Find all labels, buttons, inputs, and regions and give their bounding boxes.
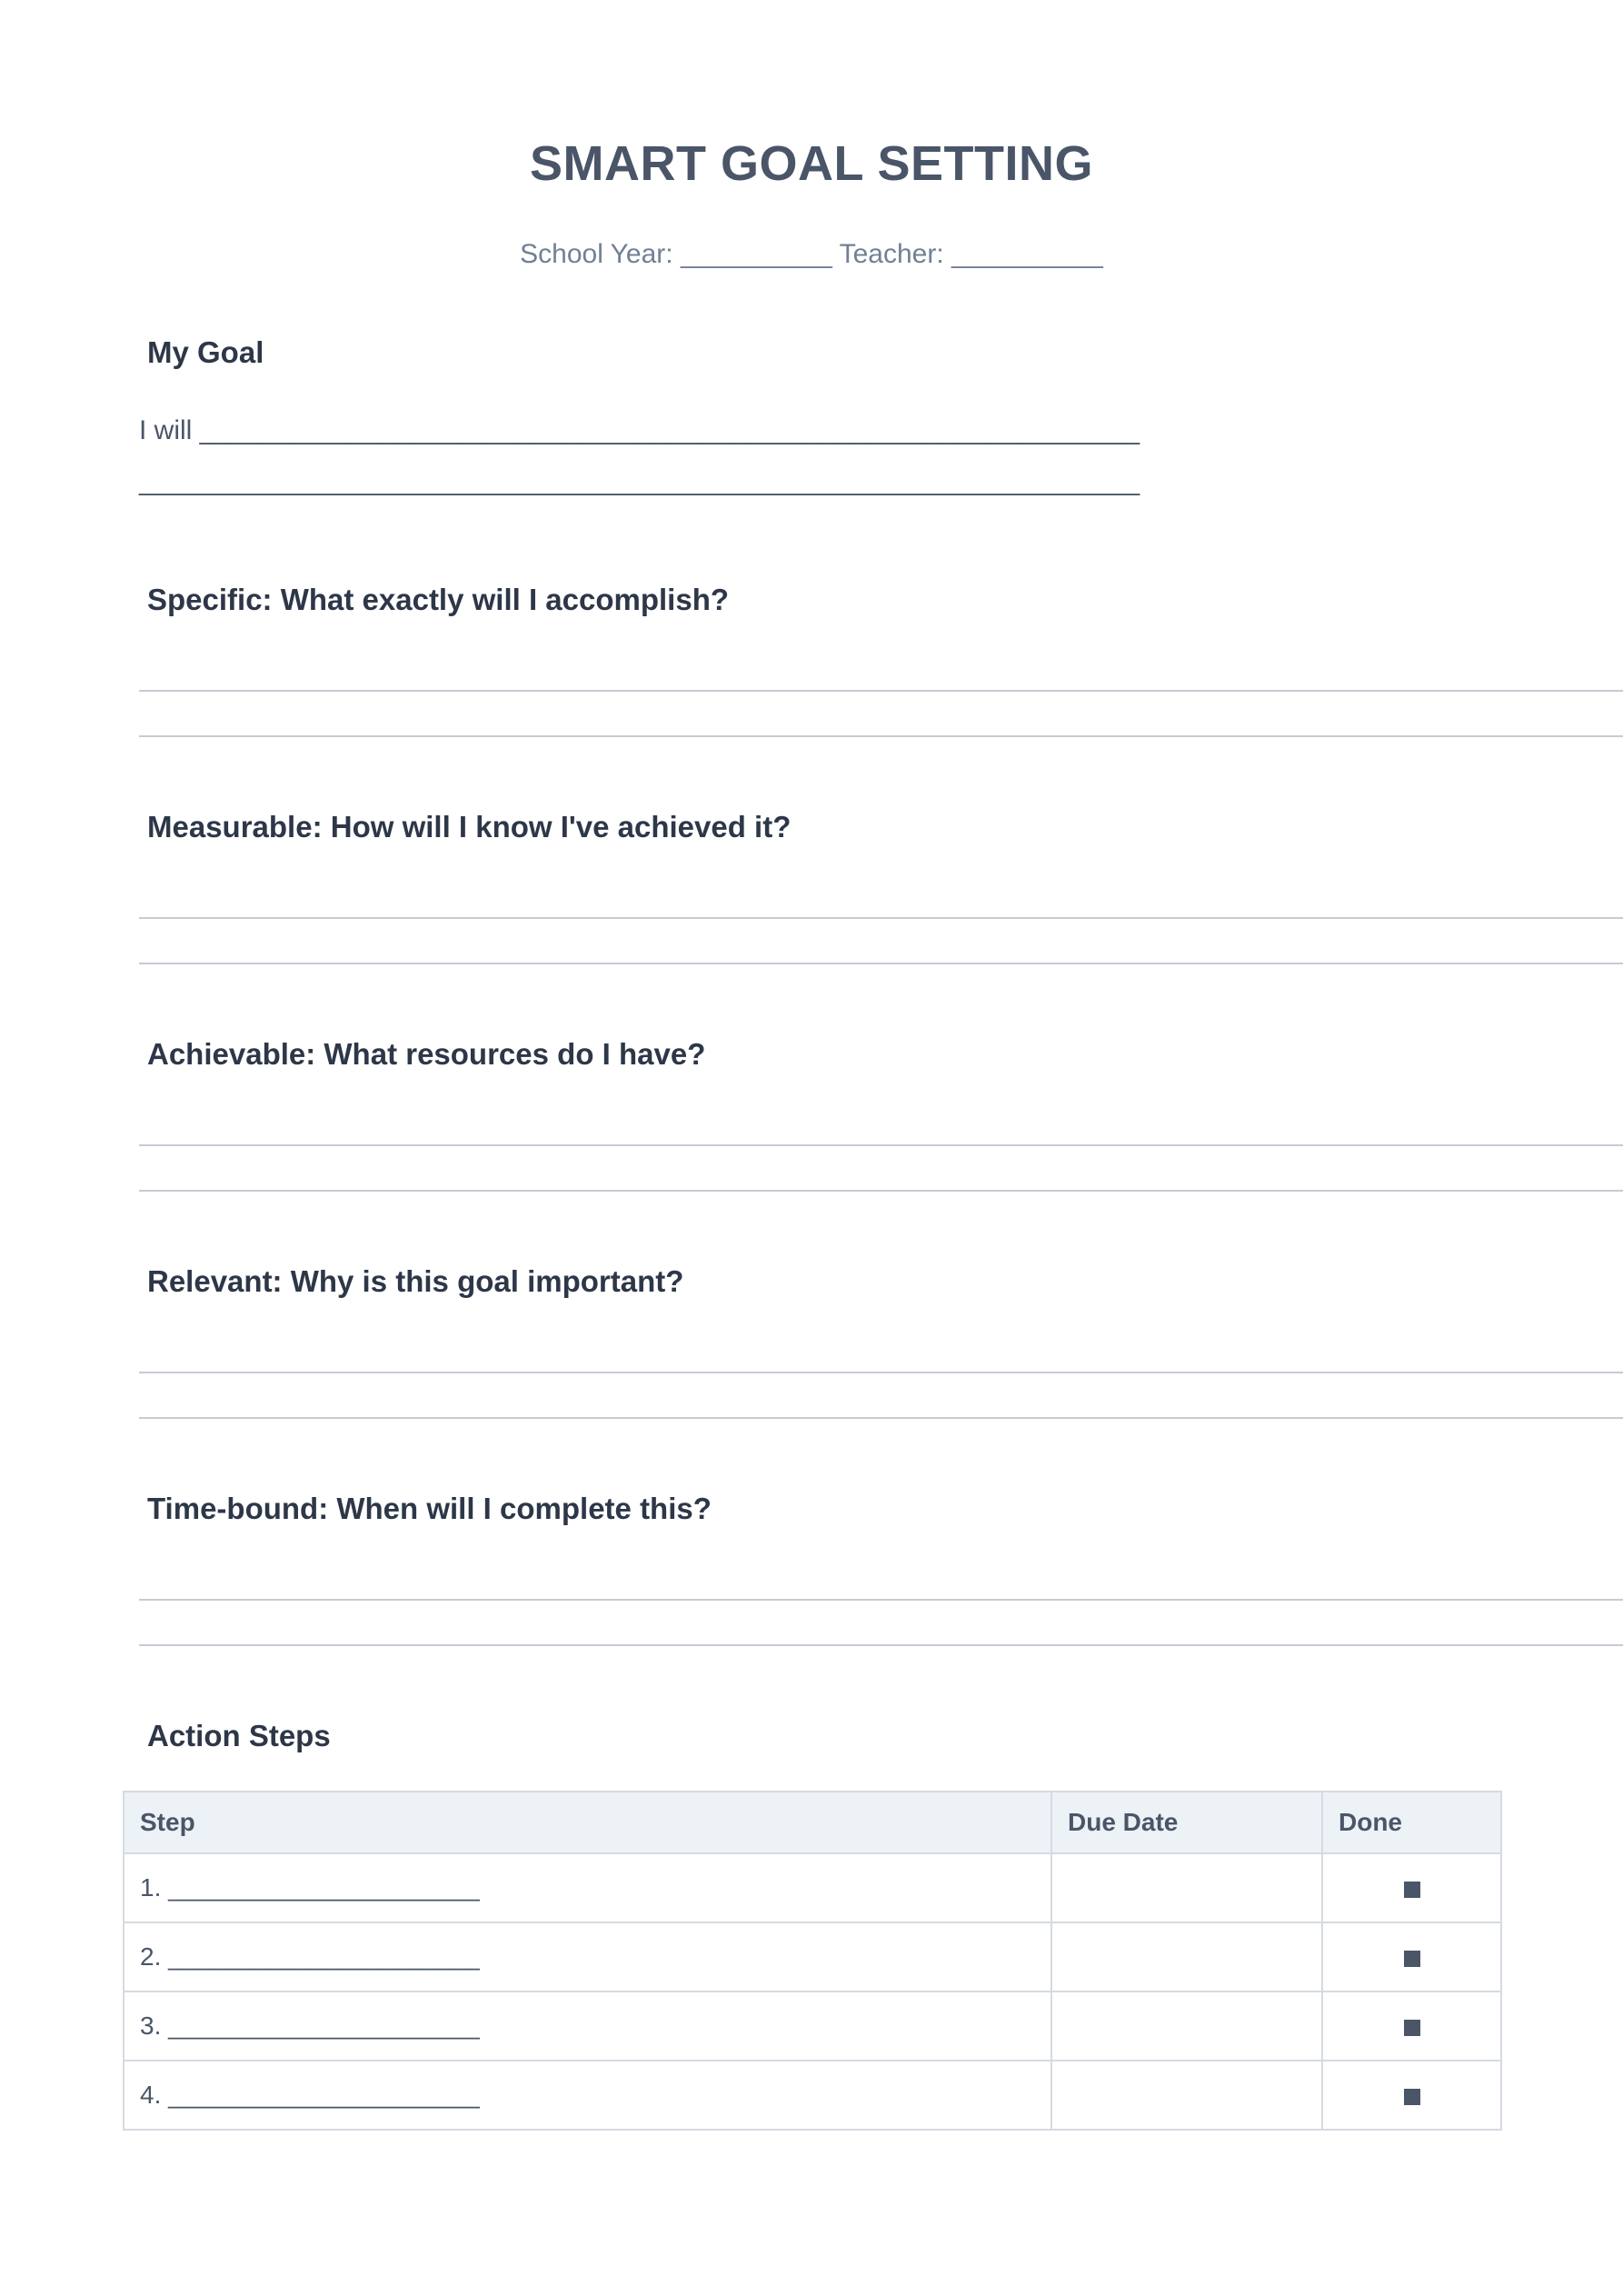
column-header-done: Done xyxy=(1322,1792,1501,1853)
step-cell: 3. ______________________ xyxy=(124,1992,1051,2061)
action-steps-heading: Action Steps xyxy=(147,1719,331,1752)
done-cell xyxy=(1322,1992,1501,2061)
table-row xyxy=(124,1853,1501,1922)
goal-line-2: __________________________________________________________________ xyxy=(139,466,1140,496)
checkbox-square-icon xyxy=(1404,2089,1420,2105)
answer-line xyxy=(139,1417,1623,1419)
table-header-row xyxy=(124,1792,1501,1853)
done-cell xyxy=(1322,2061,1501,2130)
checkbox-square-icon xyxy=(1404,1882,1420,1898)
section-heading-relevant: Relevant: Why is this goal important? xyxy=(147,1264,684,1298)
my-goal-heading: My Goal xyxy=(147,335,264,369)
column-header-step: Step xyxy=(124,1792,1051,1853)
due-date-cell xyxy=(1051,2061,1322,2130)
answer-line xyxy=(139,1599,1623,1601)
page-title: SMART GOAL SETTING xyxy=(529,136,1093,191)
answer-line xyxy=(139,690,1623,692)
answer-line xyxy=(139,1144,1623,1146)
table-row xyxy=(124,1922,1501,1992)
answer-line xyxy=(139,963,1623,964)
column-header-due-date: Due Date xyxy=(1051,1792,1322,1853)
checkbox-square-icon xyxy=(1404,2020,1420,2036)
section-heading-achievable: Achievable: What resources do I have? xyxy=(147,1037,706,1071)
answer-line xyxy=(139,917,1623,919)
checkbox-square-icon xyxy=(1404,1951,1420,1967)
school-year-teacher-line: School Year: __________ Teacher: __________ xyxy=(520,239,1103,269)
done-cell xyxy=(1322,1853,1501,1922)
goal-line-1: I will ______________________________________________________________ xyxy=(139,415,1140,445)
answer-line xyxy=(139,1644,1623,1646)
due-date-cell xyxy=(1051,1992,1322,2061)
table-row xyxy=(124,1992,1501,2061)
section-heading-measurable: Measurable: How will I know I've achieved it? xyxy=(147,810,792,844)
answer-line xyxy=(139,1190,1623,1192)
step-cell: 1. ______________________ xyxy=(124,1853,1051,1922)
done-cell xyxy=(1322,1922,1501,1992)
section-heading-specific: Specific: What exactly will I accomplish? xyxy=(147,583,730,616)
action-steps-table xyxy=(123,1791,1502,2131)
step-cell: 4. ______________________ xyxy=(124,2061,1051,2130)
due-date-cell xyxy=(1051,1922,1322,1992)
answer-line xyxy=(139,1372,1623,1373)
table-row xyxy=(124,2061,1501,2130)
due-date-cell xyxy=(1051,1853,1322,1922)
section-heading-time-bound: Time-bound: When will I complete this? xyxy=(147,1492,712,1525)
step-cell: 2. ______________________ xyxy=(124,1922,1051,1992)
answer-line xyxy=(139,735,1623,737)
